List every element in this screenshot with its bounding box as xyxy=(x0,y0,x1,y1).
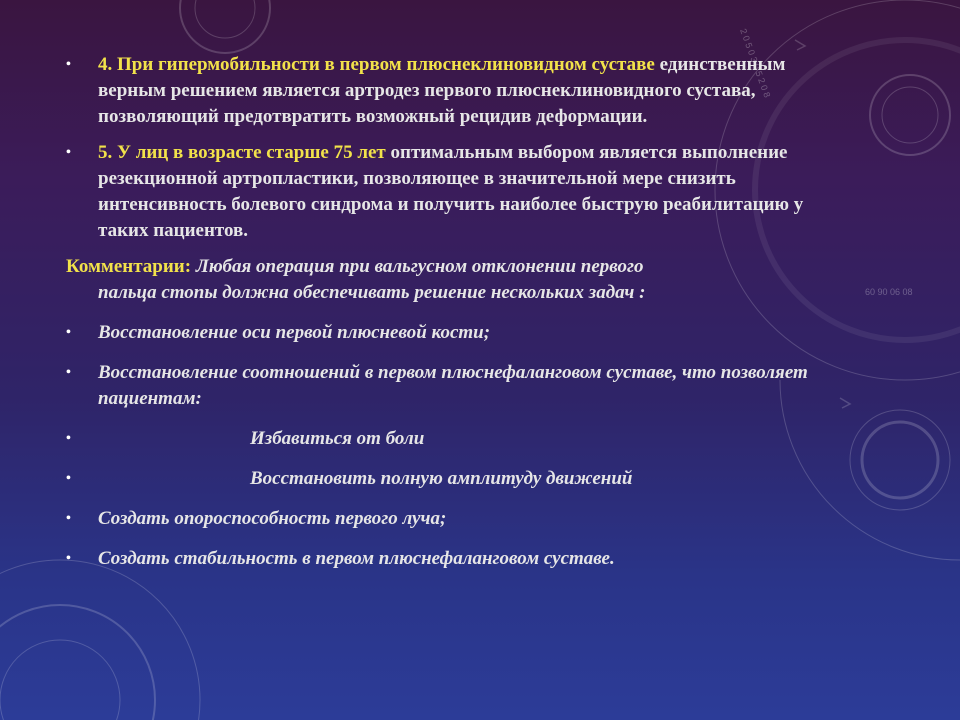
decor-ring-bottom-left xyxy=(0,560,200,720)
decor-ring-bottom-left2 xyxy=(0,605,155,720)
list-item xyxy=(66,52,856,130)
list-item xyxy=(66,360,856,412)
list-item xyxy=(66,466,856,492)
decor-ring-inner2 xyxy=(882,87,938,143)
comment-label: Комментарии: xyxy=(66,256,196,277)
decor-ring-top2 xyxy=(195,0,255,38)
bullet: • xyxy=(66,325,71,340)
comment-text-line1: Любая операция при вальгусном отклонении первого xyxy=(195,256,644,277)
item-highlight: 5. У лиц в возрасте старше 75 лет xyxy=(98,142,386,163)
decor-ring-right-low xyxy=(862,422,938,498)
task-text: Восстановление оси первой плюсневой кости; xyxy=(98,322,491,343)
slide-content xyxy=(66,52,856,572)
decor-ring-bottom-left3 xyxy=(0,640,120,720)
sub-task-text: Восстановить полную амплитуду движений xyxy=(250,468,633,489)
list-item xyxy=(66,546,856,572)
list-item xyxy=(66,140,856,244)
item-text: единственным верным решением является артродез первого плюснеклиновидного сустава, позволяющий предотвратить возможный рецидив деформации. xyxy=(98,54,786,127)
task-text: Создать опороспособность первого луча; xyxy=(98,508,447,529)
decor-arrow-top xyxy=(795,40,805,50)
task-text: Создать стабильность в первом плюснефаланговом суставе. xyxy=(98,548,615,569)
item-text: оптимальным выбором является выполнение резекционной артропластики, позволяющее в значительной мере снизить интенсивность болевого синдрома и получить наиболее быструю реабилитацию у таких пациентов. xyxy=(98,142,804,241)
bullet: • xyxy=(66,365,71,380)
bullet: • xyxy=(66,511,71,526)
task-text: Восстановление соотношений в первом плюснефаланговом суставе, что позволяет пациентам: xyxy=(98,362,808,409)
bullet: • xyxy=(66,471,71,486)
decor-ring-right-low2 xyxy=(850,410,950,510)
bullet: • xyxy=(66,551,71,566)
bullet: • xyxy=(66,431,71,446)
decor-ring-top xyxy=(180,0,270,53)
comment-block xyxy=(66,254,856,306)
sub-task-text: Избавиться от боли xyxy=(250,428,425,449)
list-item xyxy=(66,426,856,452)
item-highlight: 4. При гипермобильности в первом плюснеклиновидном суставе xyxy=(98,54,655,75)
list-item xyxy=(66,320,856,346)
bullet: • xyxy=(66,57,71,72)
decor-dial-numbers: 60 90 06 08 xyxy=(865,287,913,297)
decor-arc-text: 2 0 5 0 3 0 5 2 0 8 xyxy=(738,27,773,99)
bullet: • xyxy=(66,145,71,160)
comment-text-line2: пальца стопы должна обеспечивать решение нескольких задач : xyxy=(98,282,646,303)
list-item xyxy=(66,506,856,532)
